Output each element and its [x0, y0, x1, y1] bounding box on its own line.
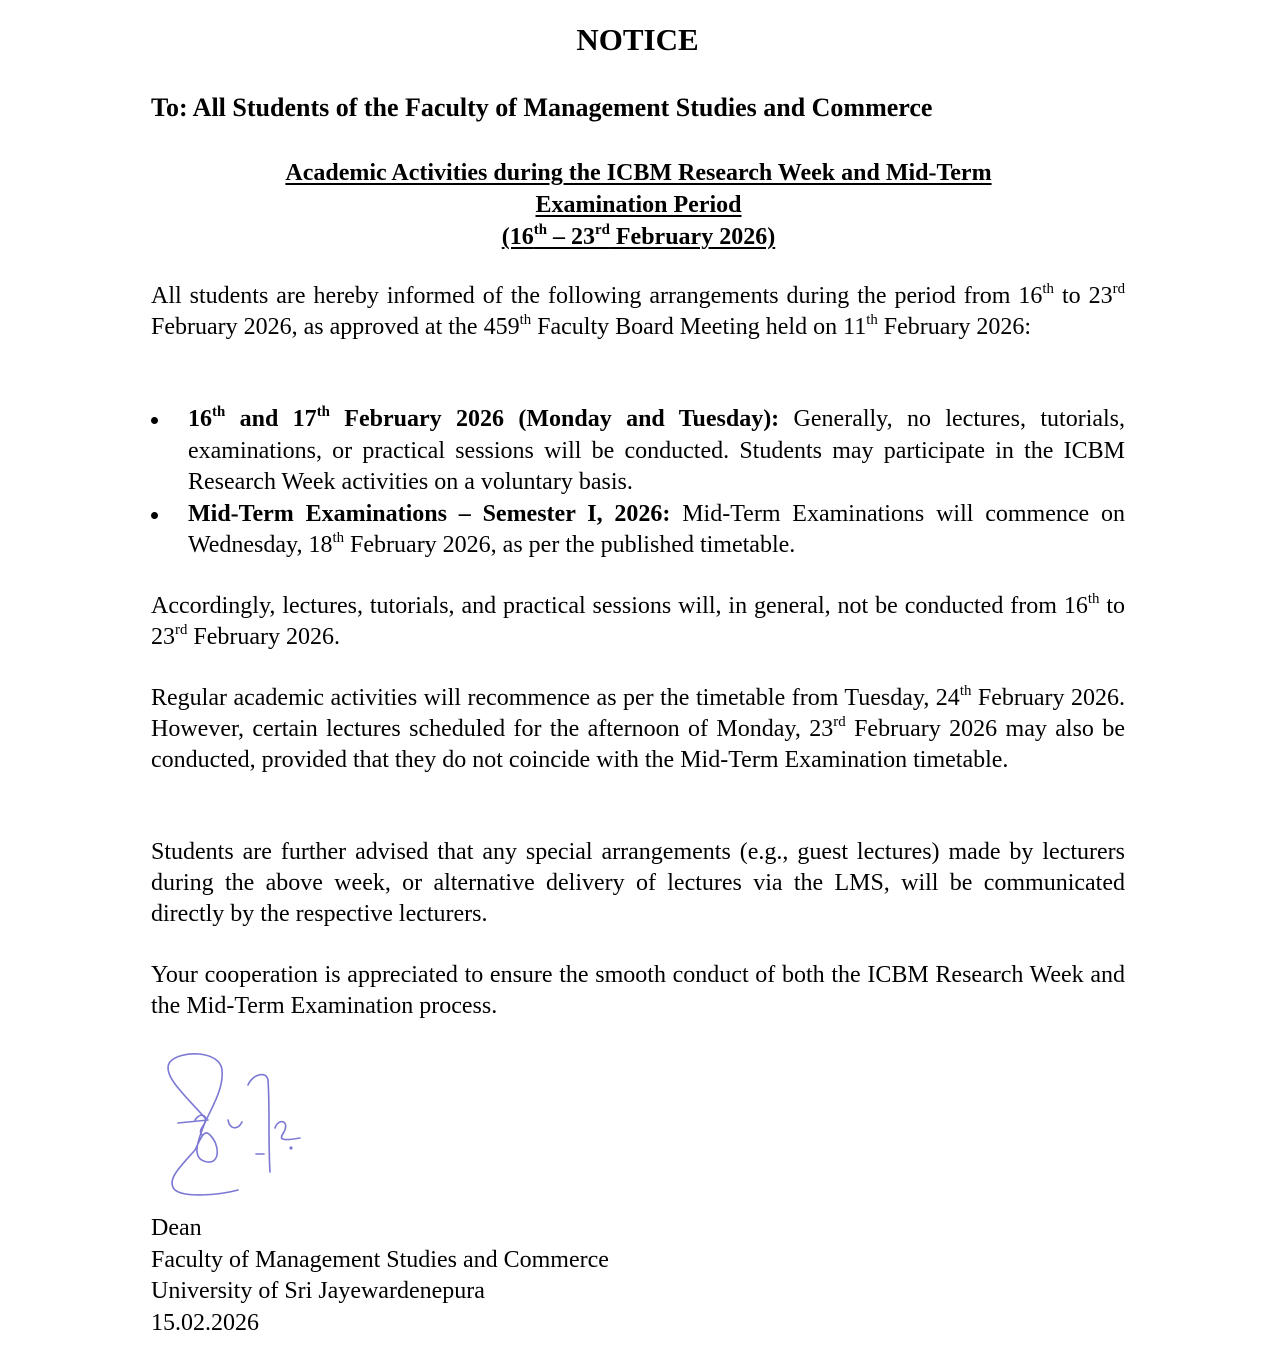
list-item: [151, 499, 1125, 562]
text-run: February 2026. However, certain lectures scheduled for the afternoon of Monday, 23: [151, 685, 1125, 742]
ordinal-suffix: rd: [595, 222, 610, 238]
ordinal-suffix: th: [533, 222, 548, 238]
signatory-faculty: Faculty of Management Studies and Commerce: [151, 1246, 609, 1273]
special-arrangements-paragraph: Students are further advised that any special arrangements (e.g., guest lectures) made by lecturers during the above week, or alternative delivery of lectures via the LMS, will be communicated directly by the respective lecturers.: [151, 839, 1125, 927]
signature-icon: [160, 1050, 310, 1200]
ordinal-suffix: th: [866, 312, 878, 328]
signatory-position: Dean: [151, 1215, 202, 1241]
list-item-heading: [188, 406, 779, 432]
subject-line-2: Examination Period: [535, 192, 742, 218]
ordinal-suffix: th: [519, 312, 532, 328]
text-run: February 2026 (Monday and Tuesday):: [329, 406, 780, 432]
subject-line-1: Academic Activities during the ICBM Research Week and Mid-Term: [285, 160, 992, 186]
subject-heading: [151, 157, 1126, 253]
ordinal-suffix: th: [1087, 591, 1100, 607]
text-run: February 2026, as approved at the 459: [151, 314, 520, 340]
ordinal-suffix: th: [316, 404, 330, 420]
text-run: February 2026.: [187, 624, 341, 650]
text-run: All students are hereby informed of the following arrangements during the period from 16: [151, 283, 1043, 309]
subject-date-start: (16: [501, 224, 534, 250]
accordingly-paragraph: [151, 591, 1125, 653]
text-run: 16: [188, 406, 212, 432]
notice-title: NOTICE: [576, 22, 699, 57]
notice-date: 15.02.2026: [151, 1309, 259, 1336]
ordinal-suffix: th: [212, 404, 226, 420]
text-run: and 17: [225, 406, 317, 432]
signatory-block: [151, 1213, 609, 1339]
subject-date-month: February 2026): [609, 224, 776, 250]
text-run: Regular academic activities will recommence as per the timetable from Tuesday, 24: [151, 685, 960, 711]
subject-line-3: [502, 224, 775, 250]
list-item: [151, 404, 1125, 499]
text-run: to 23: [151, 593, 1125, 650]
bullet-icon: [151, 512, 158, 519]
text-run: Accordingly, lectures, tutorials, and practical sessions will, in general, not be conducted from 16: [151, 593, 1088, 619]
recipient-line: To: All Students of the Faculty of Management Studies and Commerce: [151, 93, 933, 122]
ordinal-suffix: rd: [833, 714, 846, 730]
list-item-text: Mid-Term Examinations will commence on Wednesday, 18: [188, 500, 1125, 558]
arrangements-list: [151, 404, 1125, 562]
ordinal-suffix: th: [1042, 281, 1054, 297]
bullet-icon: [151, 417, 158, 424]
text-run: February 2026 may also be conducted, provided that they do not coincide with the Mid-Term Examination timetable.: [151, 716, 1125, 773]
intro-paragraph: [151, 281, 1125, 343]
signatory-university: University of Sri Jayewardenepura: [151, 1278, 485, 1304]
cooperation-paragraph: Your cooperation is appreciated to ensure the smooth conduct of both the ICBM Research Week and the Mid-Term Examination process.: [151, 962, 1125, 1019]
list-item-heading: Mid-Term Examinations – Semester I, 2026:: [188, 500, 671, 527]
text-run: Faculty Board Meeting held on 11: [531, 314, 867, 340]
ordinal-suffix: th: [959, 683, 972, 699]
list-item-text: February 2026, as per the published timetable.: [344, 532, 796, 558]
text-run: February 2026:: [877, 314, 1032, 340]
subject-date-end: – 23: [547, 224, 596, 250]
ordinal-suffix: th: [332, 530, 345, 546]
regular-activities-paragraph: [151, 683, 1125, 776]
text-run: to 23: [1053, 283, 1113, 309]
ordinal-suffix: rd: [1112, 281, 1126, 297]
list-item-text: Generally, no lectures, tutorials, examinations, or practical sessions will be conducted. Students may participate in the ICBM Research Week activities on a voluntary basis.: [188, 406, 1126, 495]
ordinal-suffix: rd: [175, 622, 188, 638]
